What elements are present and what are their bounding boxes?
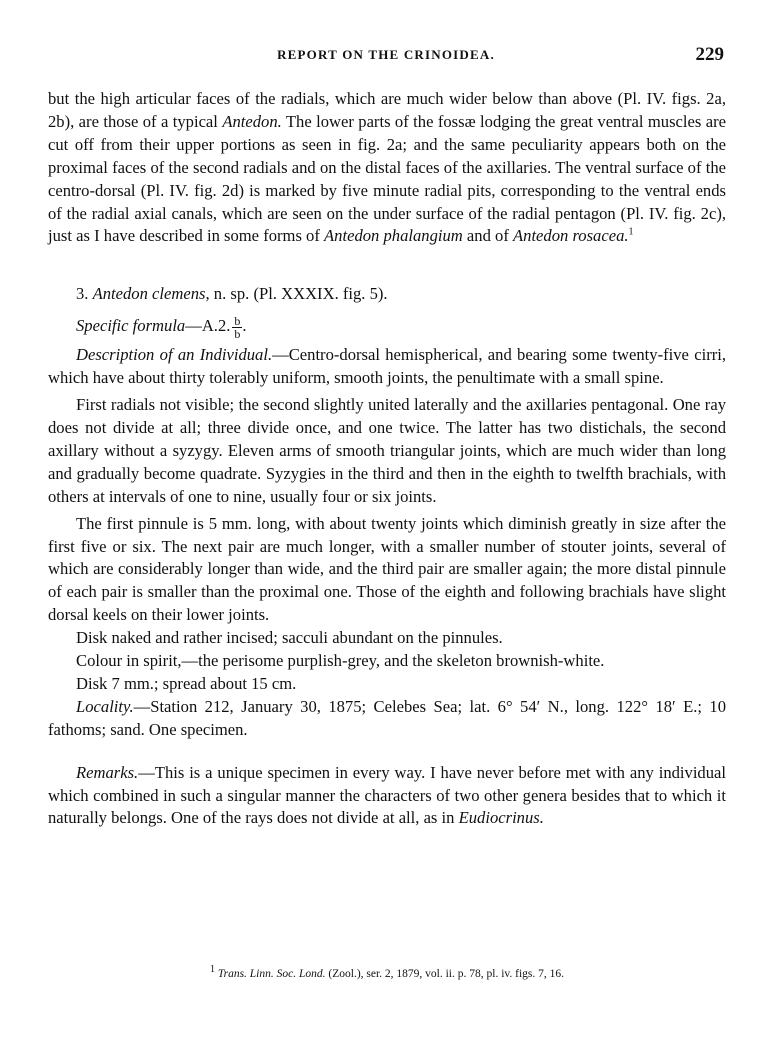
text-run: but the high articular faces of the radials, which are much wider below than above (Pl. IV. figs. 2a, 2b), are those of a typical [48,89,726,131]
section-label: Locality. [76,696,134,716]
paragraph-remarks [48,762,726,831]
running-title: REPORT ON THE CRINOIDEA. [277,47,495,62]
text-run: and of [462,226,514,246]
paragraph-locality [48,696,726,742]
formula-value: —A.2. [185,316,231,336]
section-label: Description of an Individual. [76,345,273,365]
paragraph-disk: Disk naked and rather incised; sacculi abundant on the pinnules. [76,628,503,648]
paragraph-radials-faces [48,88,726,248]
fraction-denominator: b [234,326,241,341]
species-name: Antedon rosacea. [513,226,629,246]
text-run: The lower parts of the fossæ lodging the great ventral muscles are cut off from their upper portions as seen in fig. 2a; and the same peculiarity appears both on the proximal faces of the second radials and on the distal faces of the axillaries. The ventral surface of the centro-dorsal (Pl. IV. fig. 2d) is marked by five minute radial pits, corresponding to the ventral ends of the radial axial canals, which are seen on the under surface of the radial pentagon (Pl. IV. fig. 2c), just as I have described in some forms of [48,111,726,246]
species-reference: , n. sp. (Pl. XXXIX. fig. 5). [205,284,388,304]
text-run: —This is a unique specimen in every way. I have never before met with any individual which combined in such a singular manner the characters of two other genera besides that to which it naturally belongs. One of the rays does not divide at all, as in [48,762,726,828]
section-label: Remarks. [76,762,139,782]
footnote-number: 1 [209,964,215,976]
page-header [48,44,724,66]
species-number: 3. [76,284,93,304]
paragraph-pinnules: The first pinnule is 5 mm. long, with about twenty joints which diminish greatly in size after the first five or six. The next pair are much longer, with a smaller number of stouter joints, several of which are considerably longer than wide, and the third pair are smaller again; the more distal pinnule of each pair is smaller than the proximal one. Those of the eighth and following brachials have slight dorsal keels on their lower joints. [48,513,726,625]
specific-formula [48,308,726,344]
journal-title: Trans. Linn. Soc. Lond. [214,968,326,980]
text-run: —Station 212, January 30, 1875; Celebes Sea; lat. 6° 54′ N., long. 122° 18′ E.; 10 fathoms; sand. One specimen. [48,696,726,739]
fraction-numerator: b [234,313,241,328]
paragraph-description [48,344,726,390]
species-name: Antedon phalangium [324,226,463,246]
formula-label: Specific formula [76,316,186,336]
formula-end: . [242,316,247,336]
formula-fraction [232,315,242,340]
species-heading [48,283,726,306]
footnote [48,964,726,980]
species-name: Antedon clemens [92,284,206,304]
genus-name: Antedon. [222,111,282,131]
paragraph-size: Disk 7 mm.; spread about 15 cm. [76,673,297,693]
text-run: —Centro-dorsal hemispherical, and bearing some twenty-five cirri, which have about thirty tolerably uniform, smooth joints, the penultimate with a small spine. [48,345,727,388]
footnote-marker: 1 [628,226,634,238]
genus-name: Eudiocrinus. [458,808,544,828]
citation-details: (Zool.), ser. 2, 1879, vol. ii. p. 78, pl. iv. figs. 7, 16. [325,968,565,980]
paragraph-colour: Colour in spirit,—the perisome purplish-grey, and the skeleton brownish-white. [76,651,605,671]
paragraph-radials: First radials not visible; the second slightly united laterally and the axillaries pentagonal. One ray does not divide at all; three divide once, and one twice. The latter has two distichals, the second axillary without a syzygy. Eleven arms of smooth triangular joints, which are much wider than long and gradually become quadrate. Syzygies in the third and then in the eighth to twelfth brachials, with others at intervals of one to nine, usually four or six joints. [48,395,726,506]
body-text [48,88,726,830]
page-number: 229 [695,44,724,65]
